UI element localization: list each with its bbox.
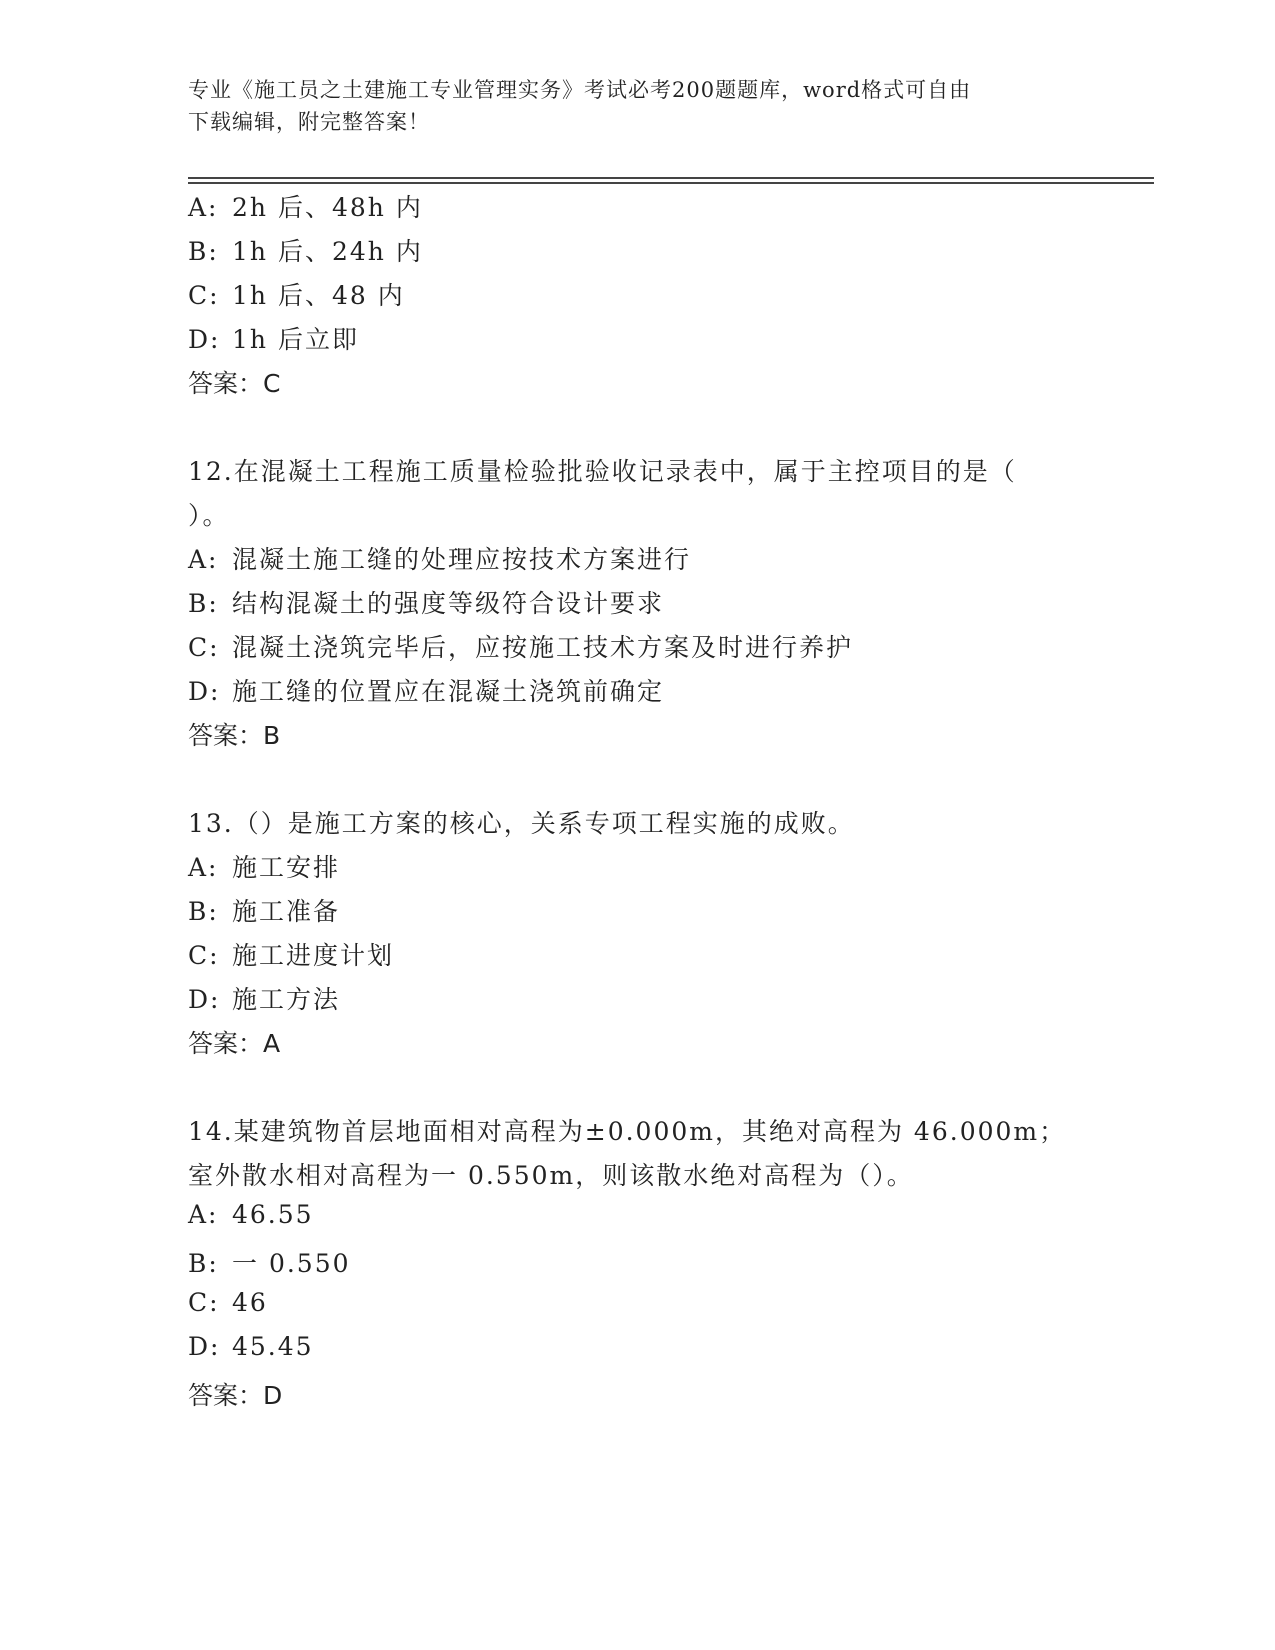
q13-answer: 答案：A: [188, 1029, 281, 1058]
option-text: 2h 后、48h 内: [232, 193, 423, 222]
header-divider-top: [188, 177, 1154, 179]
q12-option-c: [188, 628, 853, 664]
option-text: 施工缝的位置应在混凝土浇筑前确定: [232, 677, 665, 706]
option-text: 施工安排: [232, 853, 341, 882]
q14-stem-line-2: 室外散水相对高程为一 0.550m，则该散水绝对高程为（）。: [188, 1161, 914, 1190]
option-label: D:: [188, 985, 221, 1014]
option-label: D:: [188, 677, 221, 706]
option-label: C:: [188, 633, 220, 662]
q14-option-a: [188, 1200, 314, 1229]
q13-option-d: [188, 980, 340, 1016]
q13-option-a: [188, 848, 340, 884]
q14-stem-line-1: 14.某建筑物首层地面相对高程为±0.000m，其绝对高程为 46.000m；: [188, 1117, 1067, 1146]
q14-answer: 答案：D: [188, 1381, 283, 1410]
q12-answer: 答案：B: [188, 721, 281, 750]
q12-stem-line-2: ）。: [188, 501, 230, 530]
q13-option-b: [188, 892, 340, 928]
option-label: A:: [188, 545, 219, 574]
option-label: D:: [188, 325, 221, 354]
option-text: 混凝土浇筑完毕后，应按施工技术方案及时进行养护: [232, 633, 854, 662]
option-label: B:: [188, 1249, 219, 1278]
option-text: 施工准备: [232, 897, 341, 926]
option-text: 一 0.550: [232, 1249, 351, 1278]
q14-option-d: [188, 1332, 314, 1361]
option-text: 46.55: [232, 1200, 314, 1229]
option-text: 46: [232, 1288, 268, 1317]
q11-answer: 答案：C: [188, 369, 281, 398]
header-line-1: 专业《施工员之土建施工专业管理实务》考试必考200题题库，word格式可自由: [188, 78, 972, 102]
q14-option-c: [188, 1288, 268, 1317]
option-text: 施工方法: [232, 985, 341, 1014]
q13-option-c: [188, 936, 394, 972]
option-label: A:: [188, 853, 219, 882]
option-label: D:: [188, 1332, 221, 1361]
q12-option-a: [188, 540, 691, 576]
option-text: 1h 后、48 内: [232, 281, 405, 310]
option-label: C:: [188, 281, 220, 310]
q11-option-a: [188, 188, 423, 224]
header-line-2: 下载编辑，附完整答案！: [188, 110, 430, 134]
q11-option-d: [188, 320, 359, 356]
q14-option-b: [188, 1244, 351, 1280]
option-text: 混凝土施工缝的处理应按技术方案进行: [232, 545, 692, 574]
option-label: C:: [188, 941, 220, 970]
q12-option-d: [188, 672, 664, 708]
option-text: 45.45: [232, 1332, 314, 1361]
option-label: A:: [188, 1200, 219, 1229]
option-text: 结构混凝土的强度等级符合设计要求: [232, 589, 665, 618]
q12-stem-line-1: 12.在混凝土工程施工质量检验批验收记录表中，属于主控项目的是（: [188, 457, 1017, 486]
option-text: 1h 后、24h 内: [232, 237, 423, 266]
option-label: B:: [188, 237, 219, 266]
option-label: B:: [188, 589, 219, 618]
document-header: [188, 74, 1068, 138]
option-text: 1h 后立即: [232, 325, 359, 354]
header-divider-bottom: [188, 182, 1154, 184]
q12-option-b: [188, 584, 664, 620]
option-label: B:: [188, 897, 219, 926]
option-label: C:: [188, 1288, 220, 1317]
q11-option-b: [188, 232, 423, 268]
q13-stem-line-1: 13.（）是施工方案的核心，关系专项工程实施的成败。: [188, 809, 855, 838]
option-label: A:: [188, 193, 219, 222]
option-text: 施工进度计划: [232, 941, 395, 970]
q11-option-c: [188, 276, 405, 312]
